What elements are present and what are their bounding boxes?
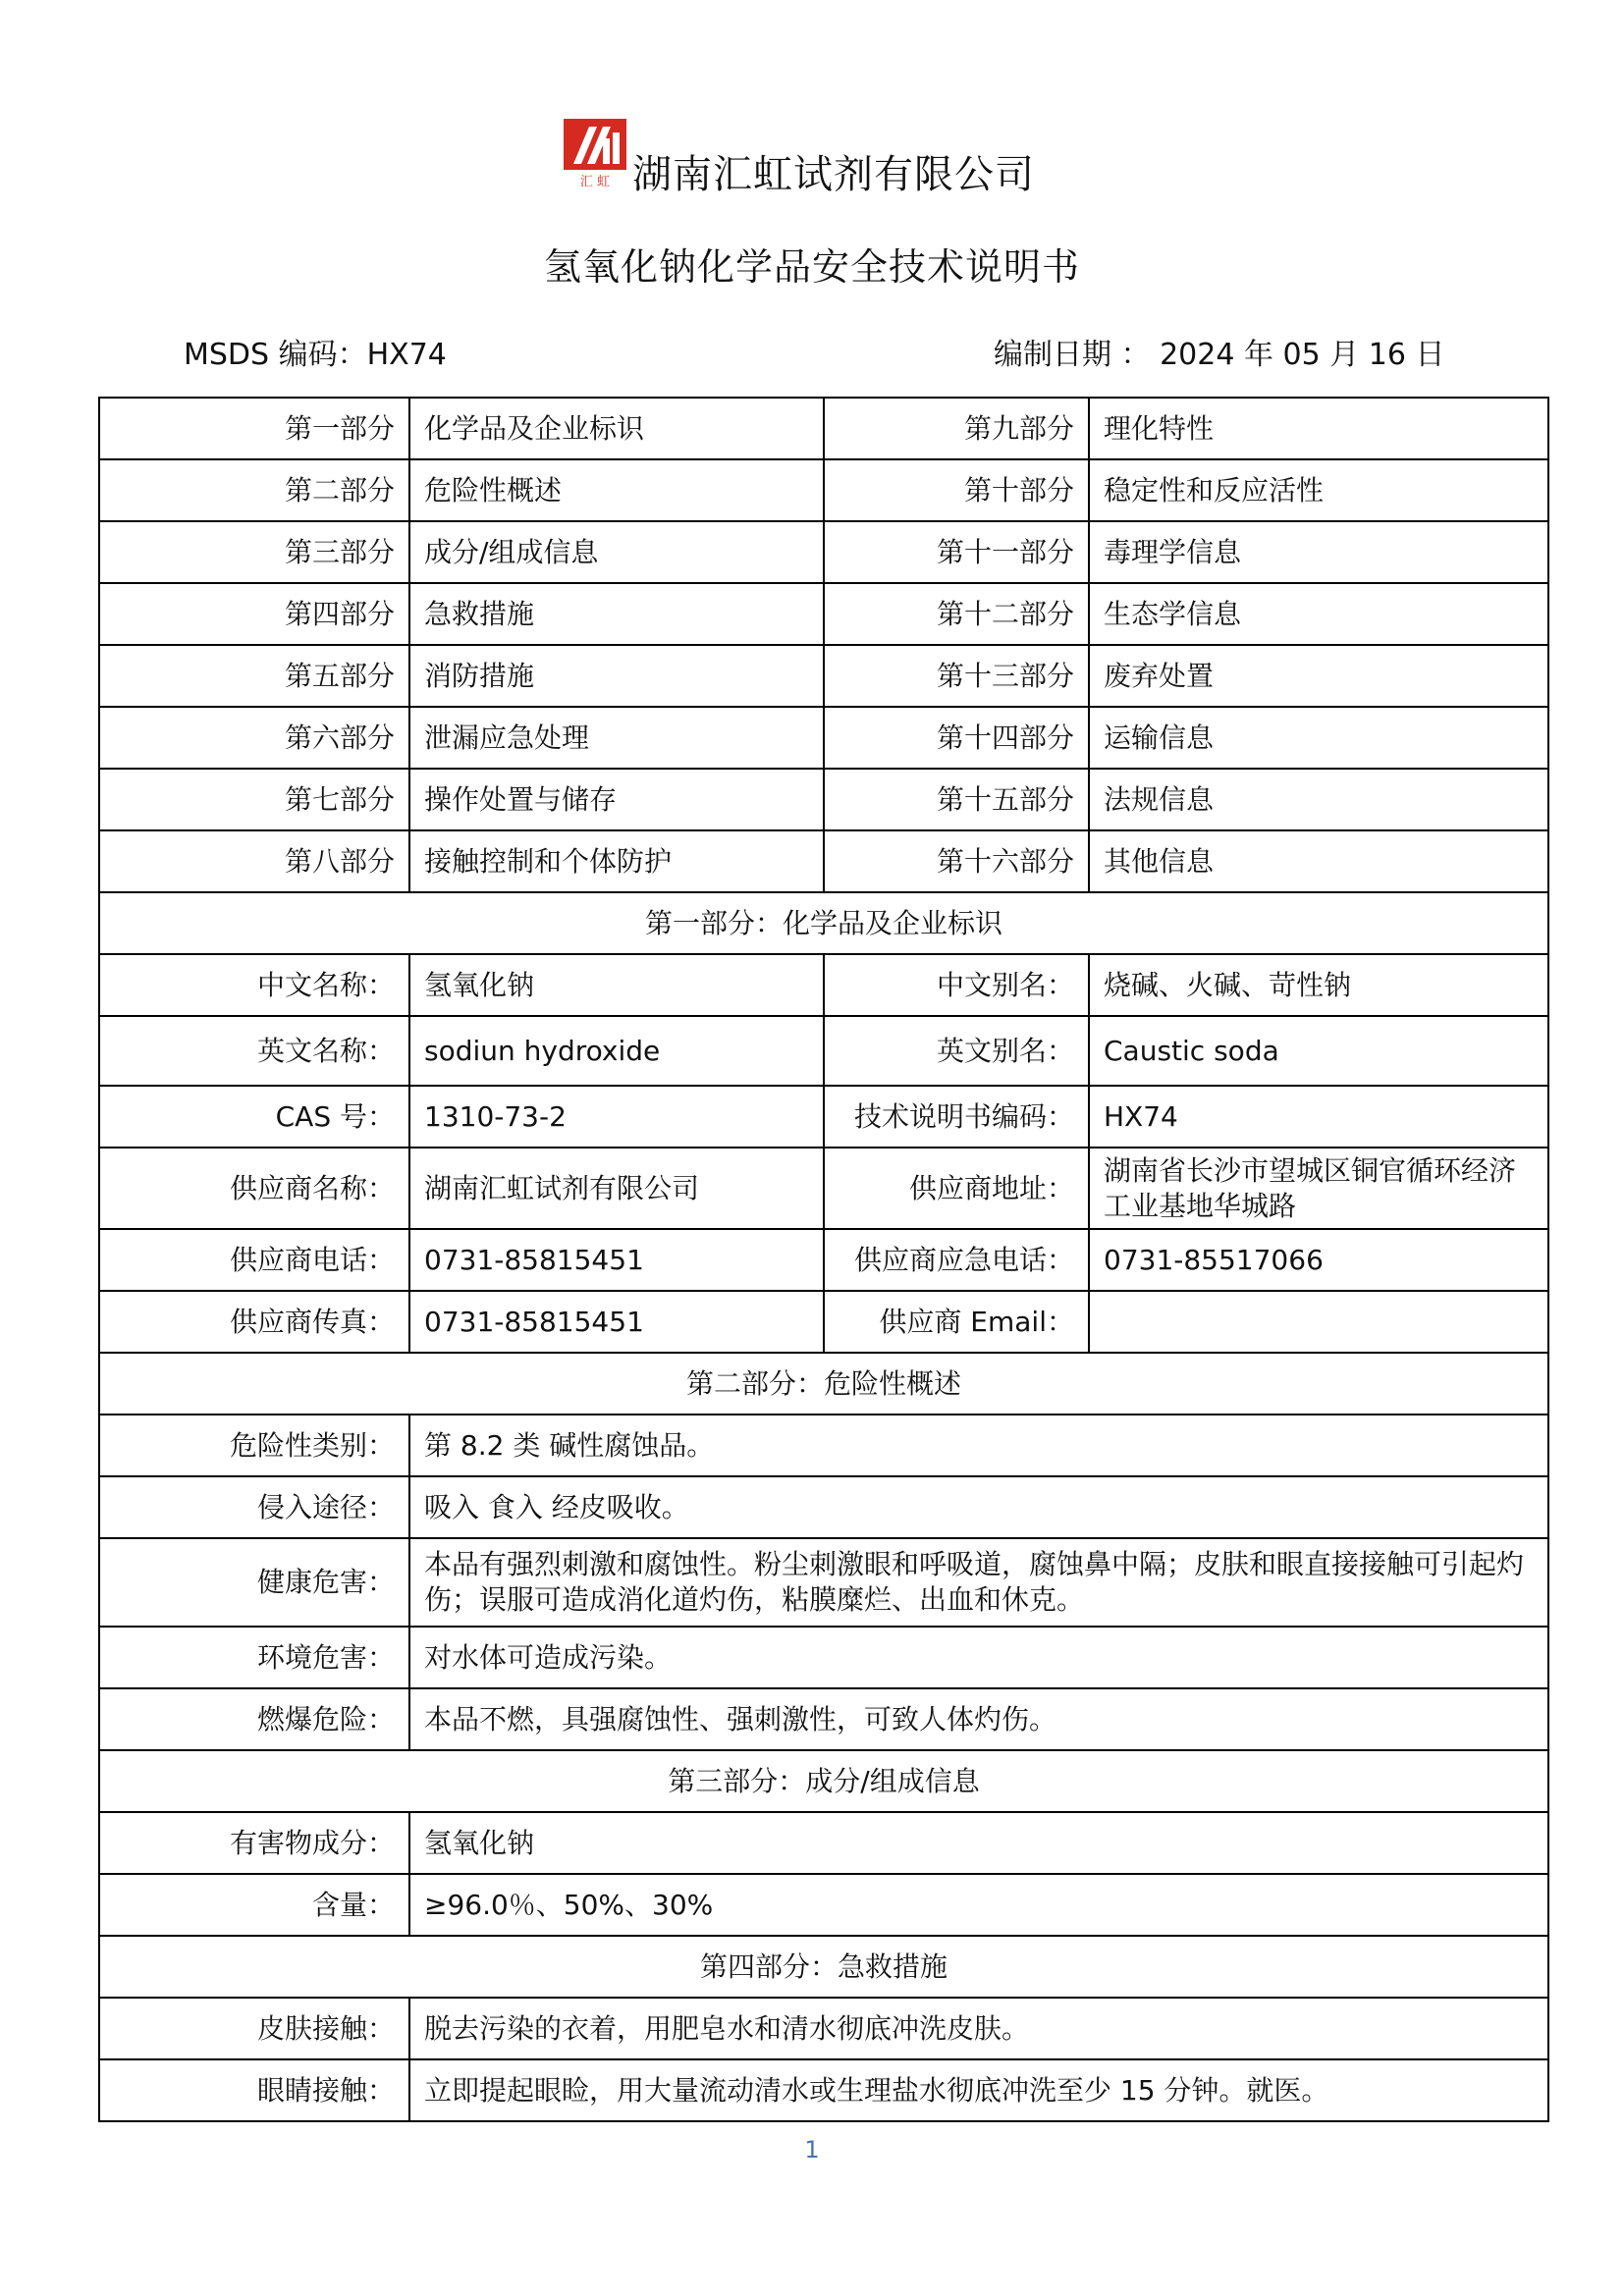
- field-value: 对水体可造成污染。: [409, 1627, 1548, 1688]
- info-row: [99, 1627, 1548, 1688]
- section2-title: 第二部分：危险性概述: [99, 1353, 1548, 1415]
- toc-part-name: 废弃处置: [1089, 645, 1548, 707]
- toc-part-label: 第十五部分: [824, 769, 1089, 830]
- toc-part-label: 第八部分: [99, 830, 409, 892]
- field-label: 英文别名：: [824, 1016, 1089, 1086]
- field-value: 0731-85517066: [1089, 1229, 1548, 1291]
- field-value: 立即提起眼睑，用大量流动清水或生理盐水彻底冲洗至少 15 分钟。就医。: [409, 2059, 1548, 2121]
- toc-part-name: 法规信息: [1089, 769, 1548, 830]
- toc-row: [99, 769, 1548, 830]
- info-row: [99, 1874, 1548, 1936]
- toc-part-name: 稳定性和反应活性: [1089, 459, 1548, 521]
- toc-part-label: 第四部分: [99, 583, 409, 645]
- info-row: [99, 2059, 1548, 2121]
- toc-part-label: 第七部分: [99, 769, 409, 830]
- field-label: 有害物成分：: [99, 1812, 409, 1874]
- page-number: 1: [804, 2136, 820, 2163]
- field-value: 湖南汇虹试剂有限公司: [409, 1148, 824, 1229]
- toc-row: [99, 398, 1548, 459]
- field-value: 0731-85815451: [409, 1229, 824, 1291]
- toc-row: [99, 645, 1548, 707]
- field-label: 供应商地址：: [824, 1148, 1089, 1229]
- msds-table: [98, 397, 1549, 2122]
- info-row: [99, 1415, 1548, 1476]
- info-row: [99, 1538, 1548, 1627]
- field-label: 中文名称：: [99, 954, 409, 1016]
- info-row: [99, 1998, 1548, 2059]
- field-value: 0731-85815451: [409, 1291, 824, 1353]
- msds-code: MSDS 编码：HX74: [184, 338, 447, 372]
- toc-row: [99, 459, 1548, 521]
- field-label: 供应商应急电话：: [824, 1229, 1089, 1291]
- field-label: CAS 号：: [99, 1086, 409, 1148]
- toc-part-name: 成分/组成信息: [409, 521, 824, 583]
- toc-part-name: 危险性概述: [409, 459, 824, 521]
- field-value: ≥96.0％、50%、30%: [409, 1874, 1548, 1936]
- info-row: [99, 1812, 1548, 1874]
- toc-part-label: 第九部分: [824, 398, 1089, 459]
- field-label: 健康危害：: [99, 1538, 409, 1627]
- field-value: 脱去污染的衣着，用肥皂水和清水彻底冲洗皮肤。: [409, 1998, 1548, 2059]
- section-header-row: [99, 1353, 1548, 1415]
- info-row: [99, 1229, 1548, 1291]
- toc-part-name: 泄漏应急处理: [409, 707, 824, 769]
- info-row: [99, 1148, 1548, 1229]
- toc-part-label: 第二部分: [99, 459, 409, 521]
- field-value: 吸入 食入 经皮吸收。: [409, 1476, 1548, 1538]
- toc-part-name: 急救措施: [409, 583, 824, 645]
- toc-part-label: 第五部分: [99, 645, 409, 707]
- field-label: 含量：: [99, 1874, 409, 1936]
- toc-part-name: 化学品及企业标识: [409, 398, 824, 459]
- toc-row: [99, 583, 1548, 645]
- section1-title: 第一部分：化学品及企业标识: [99, 892, 1548, 954]
- info-row: [99, 1291, 1548, 1353]
- field-value: 本品不燃，具强腐蚀性、强刺激性，可致人体灼伤。: [409, 1688, 1548, 1750]
- field-value: 1310-73-2: [409, 1086, 824, 1148]
- field-label: 供应商 Email：: [824, 1291, 1089, 1353]
- toc-part-name: 生态学信息: [1089, 583, 1548, 645]
- field-label: 侵入途径：: [99, 1476, 409, 1538]
- section-header-row: [99, 892, 1548, 954]
- toc-part-name: 毒理学信息: [1089, 521, 1548, 583]
- logo-mark-icon: [564, 119, 626, 189]
- toc-part-label: 第十三部分: [824, 645, 1089, 707]
- field-label: 供应商名称：: [99, 1148, 409, 1229]
- toc-part-label: 第六部分: [99, 707, 409, 769]
- section-header-row: [99, 1750, 1548, 1812]
- toc-part-name: 消防措施: [409, 645, 824, 707]
- field-label: 燃爆危险：: [99, 1688, 409, 1750]
- field-value: 氢氧化钠: [409, 1812, 1548, 1874]
- field-value: Caustic soda: [1089, 1016, 1548, 1086]
- toc-part-name: 理化特性: [1089, 398, 1548, 459]
- info-row: [99, 1086, 1548, 1148]
- field-value: sodiun hydroxide: [409, 1016, 824, 1086]
- field-value: 烧碱、火碱、苛性钠: [1089, 954, 1548, 1016]
- document-title: 氢氧化钠化学品安全技术说明书: [543, 245, 1080, 289]
- toc-part-label: 第三部分: [99, 521, 409, 583]
- section4-title: 第四部分：急救措施: [99, 1936, 1548, 1998]
- field-label: 中文别名：: [824, 954, 1089, 1016]
- field-label: 英文名称：: [99, 1016, 409, 1086]
- company-logo: [564, 119, 626, 189]
- field-value: 第 8.2 类 碱性腐蚀品。: [409, 1415, 1548, 1476]
- toc-row: [99, 521, 1548, 583]
- field-label: 供应商电话：: [99, 1229, 409, 1291]
- compile-date: 编制日期 ： 2024 年 05 月 16 日: [994, 338, 1445, 372]
- field-value: 本品有强烈刺激和腐蚀性。粉尘刺激眼和呼吸道，腐蚀鼻中隔；皮肤和眼直接接触可引起灼伤；误服可造成消化道灼伤，粘膜糜烂、出血和休克。: [409, 1538, 1548, 1627]
- toc-part-name: 其他信息: [1089, 830, 1548, 892]
- info-row: [99, 1688, 1548, 1750]
- field-label: 危险性类别：: [99, 1415, 409, 1476]
- toc-part-label: 第十一部分: [824, 521, 1089, 583]
- logo-text: 汇 虹: [579, 175, 611, 189]
- field-label: 供应商传真：: [99, 1291, 409, 1353]
- info-row: [99, 1016, 1548, 1086]
- section-header-row: [99, 1936, 1548, 1998]
- field-label: 技术说明书编码：: [824, 1086, 1089, 1148]
- field-label: 环境危害：: [99, 1627, 409, 1688]
- toc-part-label: 第一部分: [99, 398, 409, 459]
- toc-part-name: 接触控制和个体防护: [409, 830, 824, 892]
- toc-part-label: 第十六部分: [824, 830, 1089, 892]
- field-label: 眼睛接触：: [99, 2059, 409, 2121]
- toc-row: [99, 830, 1548, 892]
- toc-row: [99, 707, 1548, 769]
- toc-part-label: 第十二部分: [824, 583, 1089, 645]
- toc-part-name: 操作处置与储存: [409, 769, 824, 830]
- toc-part-label: 第十部分: [824, 459, 1089, 521]
- field-value: 湖南省长沙市望城区铜官循环经济工业基地华城路: [1089, 1148, 1548, 1229]
- field-value: 氢氧化钠: [409, 954, 824, 1016]
- info-row: [99, 954, 1548, 1016]
- info-row: [99, 1476, 1548, 1538]
- toc-part-label: 第十四部分: [824, 707, 1089, 769]
- field-value: [1089, 1291, 1548, 1353]
- field-value: HX74: [1089, 1086, 1548, 1148]
- toc-part-name: 运输信息: [1089, 707, 1548, 769]
- section3-title: 第三部分：成分/组成信息: [99, 1750, 1548, 1812]
- field-label: 皮肤接触：: [99, 1998, 409, 2059]
- company-name: 湖南汇虹试剂有限公司: [632, 152, 1035, 197]
